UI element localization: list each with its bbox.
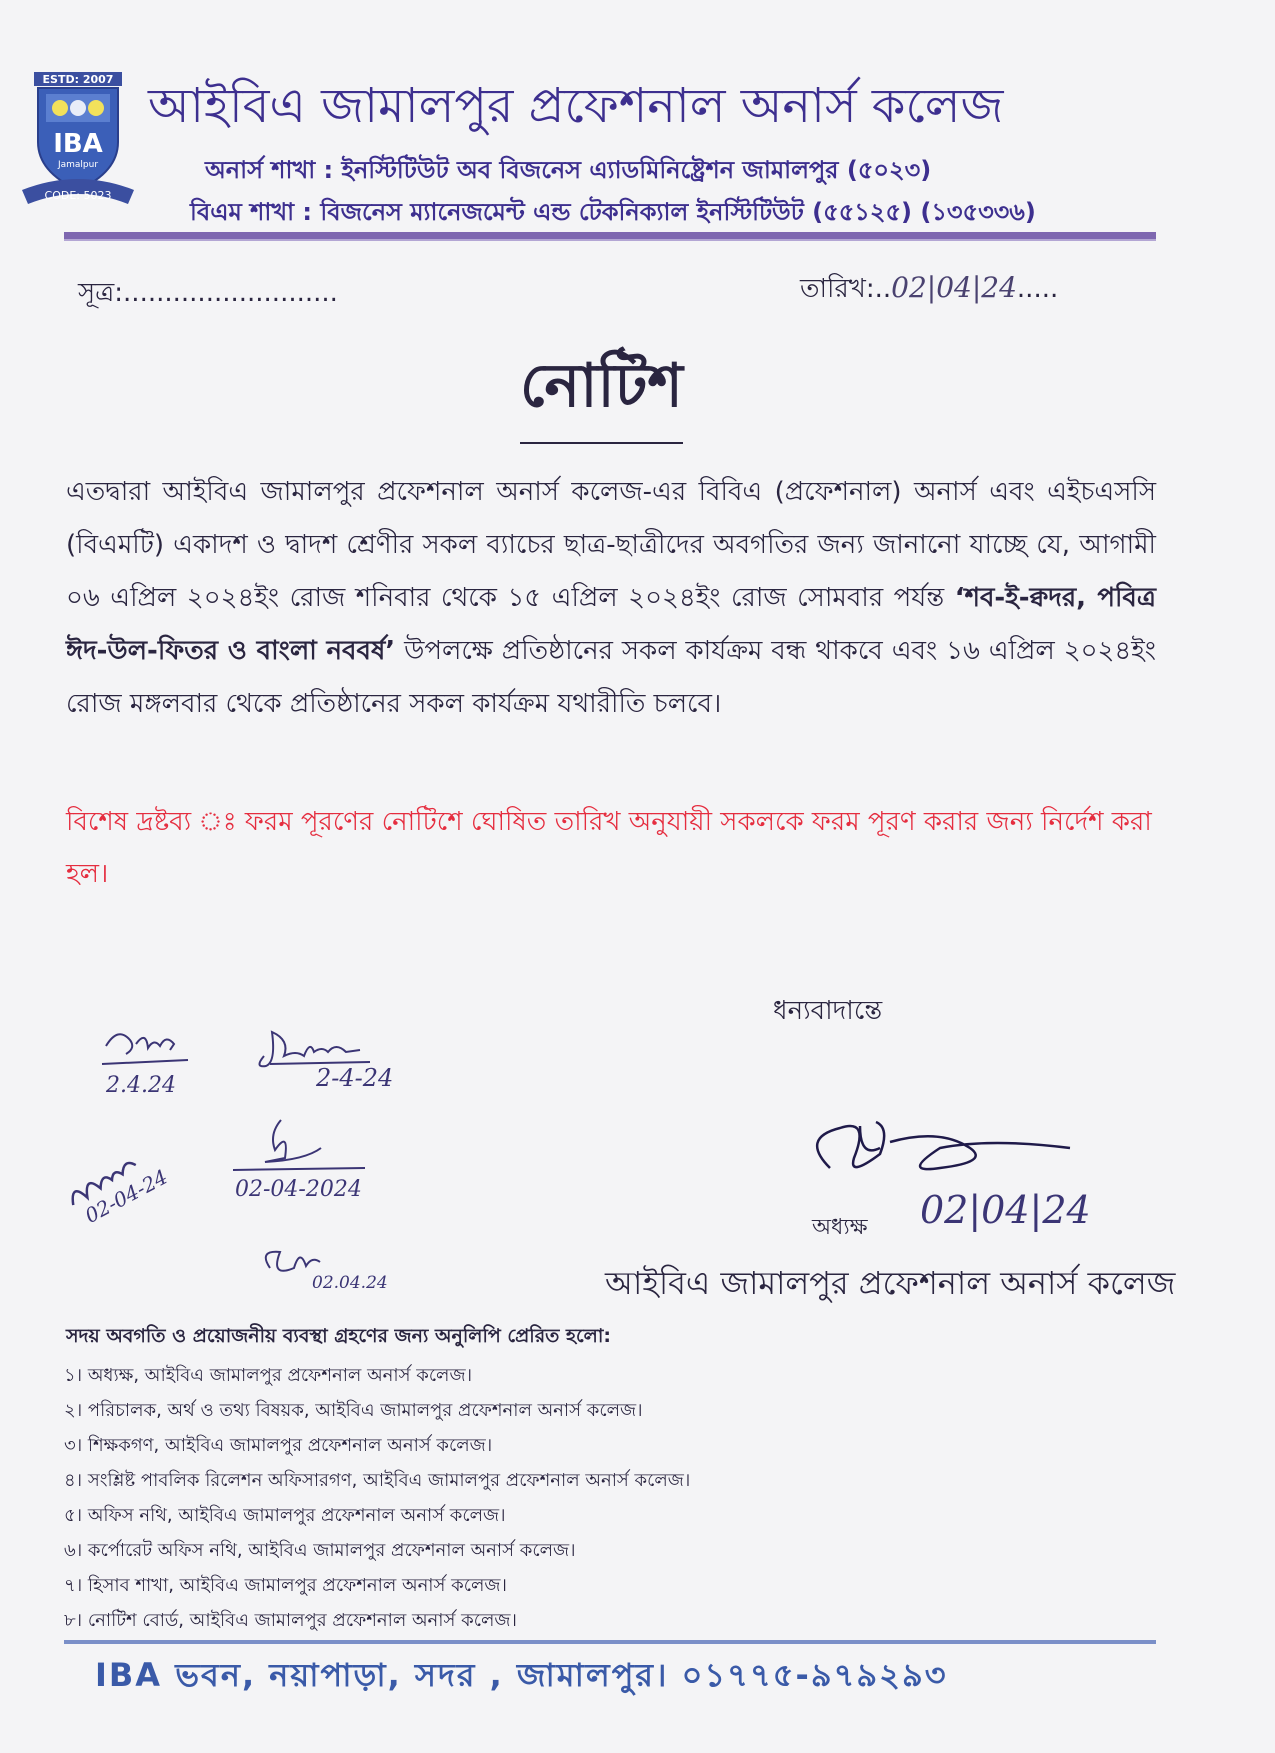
svg-text:IBA: IBA <box>53 129 103 159</box>
svg-text:CODE: 5023: CODE: 5023 <box>44 189 112 202</box>
honours-branch: অনার্স শাখা : ইনস্টিটিউট অব বিজনেস এ্যাডমিনিষ্ট্রেশন জামালপুর (৫০২৩) <box>205 156 932 184</box>
bm-branch: বিএম শাখা : বিজনেস ম্যানেজমেন্ট এন্ড টেকনিক্যাল ইনস্টিটিউট (৫৫১২৫) (১৩৫৩৩৬) <box>190 198 1036 226</box>
svg-text:2.4.24: 2.4.24 <box>106 1073 176 1098</box>
date-line <box>800 268 1058 312</box>
principal-date: 02|04|24 <box>920 1188 1091 1232</box>
signature-1 <box>96 1020 206 1100</box>
principal-college: আইবিএ জামালপুর প্রফেশনাল অনার্স কলেজ <box>605 1264 1176 1302</box>
footer-address: IBA ভবন, নয়াপাড়া, সদর , জামালপুর। ০১৭৭৫-৯৭৯২৯৩ <box>95 1656 948 1694</box>
date-value: 02|04|24 <box>891 271 1017 304</box>
svg-text:Jamalpur: Jamalpur <box>57 160 99 170</box>
reference-label: সূত্র: <box>78 278 124 308</box>
notice-body <box>66 466 1156 731</box>
reference-dots: .......................... <box>123 278 338 308</box>
copies-list <box>64 1358 1164 1638</box>
svg-text:ESTD: 2007: ESTD: 2007 <box>42 73 114 86</box>
svg-text:02-04-24: 02-04-24 <box>80 1164 172 1228</box>
footer-divider <box>64 1640 1156 1644</box>
reference-line <box>78 272 338 316</box>
closing-text: ধন্যবাদান্তে <box>773 996 883 1026</box>
principal-label: অধ্যক্ষ <box>812 1215 868 1240</box>
date-label: তারিখ: <box>800 274 875 304</box>
body-highlight: ‘শব-ই-ক্বদর, পবিত্র ঈদ-উল-ফিতর ও বাংলা নববর্ষ’ <box>66 583 1156 666</box>
signature-2 <box>250 1022 440 1096</box>
college-logo <box>20 72 136 212</box>
header-divider <box>64 232 1156 241</box>
notice-title: নোটিশ <box>520 340 683 444</box>
list-item: ৪। সংশ্লিষ্ট পাবলিক রিলেশন অফিসারগণ, আইবিএ জামালপুর প্রফেশনাল অনার্স কলেজ। <box>64 1470 691 1491</box>
signature-4 <box>225 1112 415 1202</box>
list-item: ২। পরিচালক, অর্থ ও তথ্য বিষয়ক, আইবিএ জামালপুর প্রফেশনাল অনার্স কলেজ। <box>64 1400 643 1421</box>
date-lead-dots: .. <box>874 274 892 304</box>
copies-title: সদয় অবগতি ও প্রয়োজনীয় ব্যবস্থা গ্রহণের জন্য অনুলিপি প্রেরিত হলো: <box>66 1325 611 1347</box>
svg-text:2-4-24: 2-4-24 <box>316 1064 394 1092</box>
college-name: আইবিএ জামালপুর প্রফেশনাল অনার্স কলেজ <box>148 78 1004 134</box>
body-part-1: এতদ্বারা আইবিএ জামালপুর প্রফেশনাল অনার্স কলেজ-এর বিবিএ (প্রফেশনাল) অনার্স এবং এইচএসসি (বিএমটি) একাদশ ও দ্বাদশ শ্রেণীর সকল ব্যাচের ছাত্র-ছাত্রীদের অবগতির জন্য জানানো যাচ্ছে যে, আগামী ০৬ এপ্রিল ২০২৪ইং রোজ শনিবার থেকে ১৫ এপ্রিল ২০২৪ইং রোজ সোমবার পর্যন্ত <box>66 477 1156 613</box>
list-item: ৭। হিসাব শাখা, আইবিএ জামালপুর প্রফেশনাল অনার্স কলেজ। <box>64 1575 507 1596</box>
special-note: বিশেষ দ্রষ্টব্য ঃ ফরম পূরণের নোটিশে ঘোষিত তারিখ অনুযায়ী সকলকে ফরম পূরণ করার জন্য নির্দেশ করা হল। <box>66 807 1152 889</box>
list-item: ৬। কর্পোরেট অফিস নথি, আইবিএ জামালপুর প্রফেশনাল অনার্স কলেজ। <box>64 1540 576 1561</box>
signature-5 <box>250 1238 400 1298</box>
list-item: ১। অধ্যক্ষ, আইবিএ জামালপুর প্রফেশনাল অনার্স কলেজ। <box>64 1365 473 1386</box>
list-item: ৩। শিক্ষকগণ, আইবিএ জামালপুর প্রফেশনাল অনার্স কলেজ। <box>64 1435 493 1456</box>
list-item: ৮। নোটিশ বোর্ড, আইবিএ জামালপুর প্রফেশনাল অনার্স কলেজ। <box>64 1610 517 1631</box>
body-part-2: উপলক্ষে প্রতিষ্ঠানের সকল কার্যক্রম বন্ধ থাকবে এবং ১৬ এপ্রিল ২০২৪ইং রোজ মঙ্গলবার থেকে প্রতিষ্ঠানের সকল কার্যক্রম যথারীতি চলবে। <box>66 636 1156 719</box>
signature-3 <box>50 1110 220 1230</box>
date-trail-dots: ..... <box>1016 274 1059 304</box>
list-item: ৫। অফিস নথি, আইবিএ জামালপুর প্রফেশনাল অনার্স কলেজ। <box>64 1505 506 1526</box>
svg-text:02.04.24: 02.04.24 <box>312 1273 388 1293</box>
svg-text:02-04-2024: 02-04-2024 <box>235 1177 362 1202</box>
